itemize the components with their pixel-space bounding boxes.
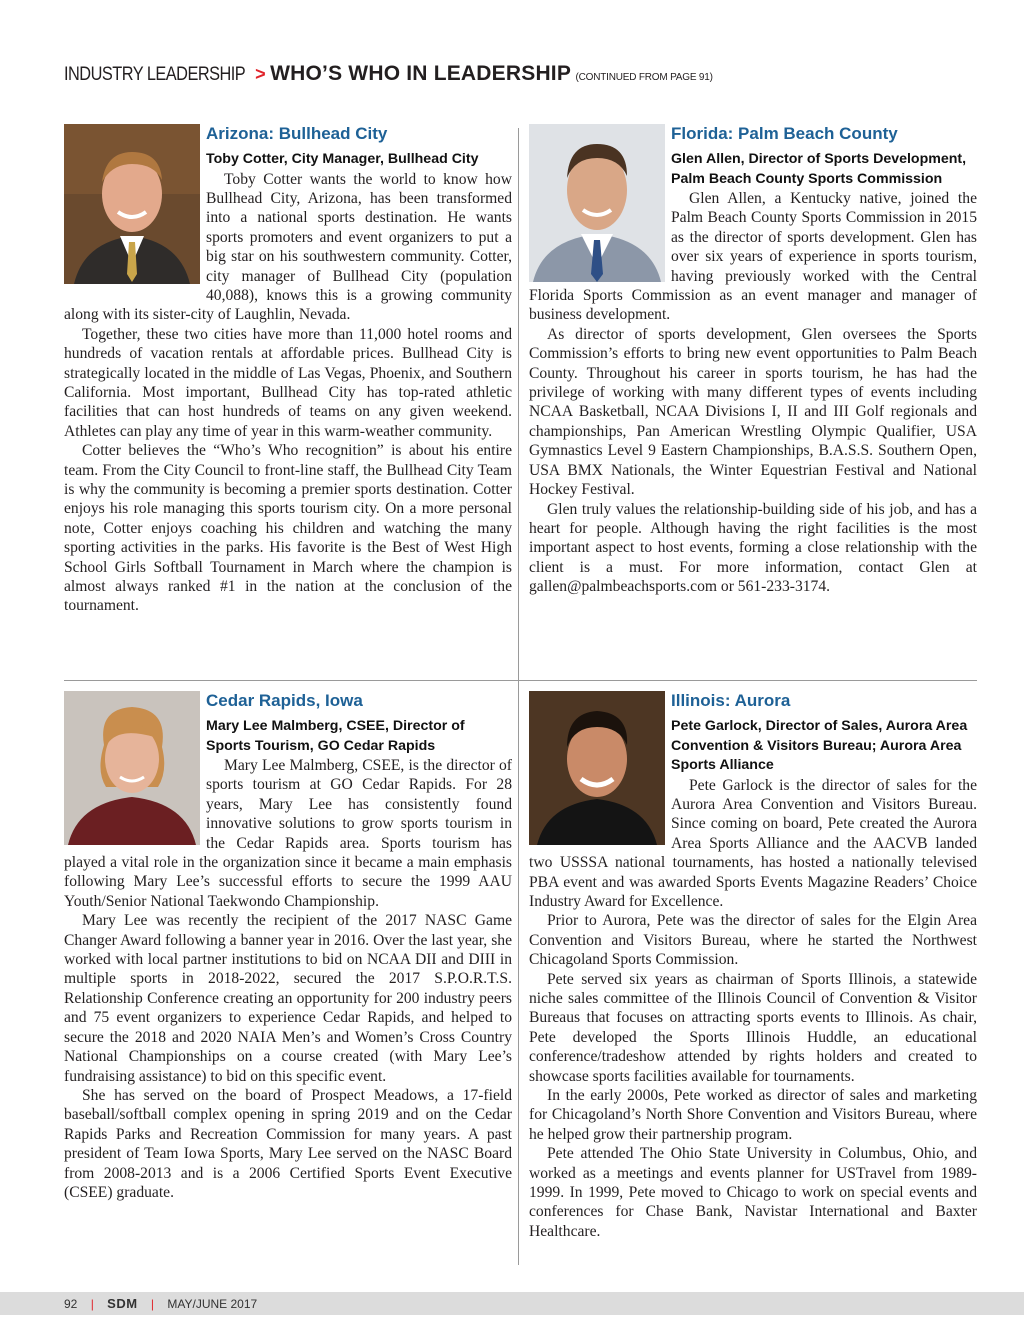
profile-paragraph: Mary Lee Malmberg, CSEE, is the director of sports tourism at GO Cedar Rapids. For 28 years, Mary Lee has consistently found innovative solutions to grow sports tourism in the Cedar Rapids area. Sports tourism has played a vital role in the organization since it became a main emphasis following Mary Lee’s successful efforts to secure the 1999 AAU Youth/Senior National Taekwondo Championship. [64, 757, 512, 910]
profile-florida [529, 124, 977, 597]
section-label: INDUSTRY LEADERSHIP [64, 64, 246, 85]
profile-paragraph: Glen truly values the relationship-building side of his job, and has a heart for people. Although having the right facilities is the most important aspect to host events, forming a close relationship with the client is a must. For more information, contact Glen at gallen@palmbeachsports.com or 561-233-3174. [529, 500, 977, 596]
profile-illinois [529, 691, 977, 1241]
profile-region: Florida: Palm Beach County [671, 124, 898, 143]
profile-paragraph: Pete Garlock is the director of sales for the Aurora Area Convention and Visitors Bureau. Since coming on board, Pete created the Aurora Area Sports Alliance and the AACVB landed two USSSA national tournaments, has hosted a nationally televised PBA event and was awarded Sports Events Magazine Readers’ Choice Industry Award for Excellence. [529, 776, 977, 910]
profile-paragraph: She has served on the board of Prospect Meadows, a 17-field baseball/softball complex opening in spring 2019 and on the Cedar Rapids Parks and Recreation Commission for many years. A past president of Team Iowa Sports, Mary Lee served on the NASC Board from 2008-2013 and is a 2006 Certified Sports Event Executive (CSEE) graduate. [64, 1086, 512, 1201]
portrait-photo-icon [64, 124, 200, 284]
profile-paragraph: Glen Allen, a Kentucky native, joined the Palm Beach County Sports Commission in 2015 as the director of sports development. Glen has over six years of experience in sports tourism, having previously worked with the Central Florida Sports Commission as an event manager and manager of business development. [529, 190, 977, 324]
profile-paragraph: Pete served six years as chairman of Sports Illinois, a statewide niche sales committee of the Illinois Council of Convention & Visitor Bureaus that focuses on attracting sports events to Illinois. As chair, Pete developed the Sports Illinois Huddle, an educational conference/tradeshow attended by rights holders and created to showcase sports facilities available for tournaments. [529, 970, 977, 1085]
profile-paragraph: In the early 2000s, Pete worked as director of sales and marketing for Chicagoland’s North Shore Convention and Visitors Bureau, where he helped grow their partnership program. [529, 1087, 977, 1143]
page-title: WHO’S WHO IN LEADERSHIP [270, 62, 572, 85]
continued-note: (CONTINUED FROM PAGE 91) [575, 72, 713, 83]
portrait-photo-icon [64, 691, 200, 845]
profile-region: Arizona: Bullhead City [206, 124, 388, 143]
profile-paragraph: Mary Lee was recently the recipient of the 2017 NASC Game Changer Award following a banner year in 2016. Over the last year, she worked with local partner institutions to bid on NCAA DII and DIII in multiple sports in 2018-2022, secured the 2017 S.P.O.R.T.S. Relationship Conference creating an opportunity for 200 industry peers and 75 event organizers to experience Cedar Rapids, and helped to secure the 2018 and 2020 NAIA Men’s and Women’s Cross Country National Championships on a course created (with Mary Lee’s fundraising assistance) to bid on this specific event. [64, 912, 512, 1085]
profile-paragraph: Pete attended The Ohio State University in Columbus, Ohio, and worked as a meetings and events planner for USTravel from 1989-1999. In 1999, Pete moved to Chicago to work on special events and conferences for Chase Bank, Navistar International and Baxter Healthcare. [529, 1145, 977, 1240]
profile-region: Cedar Rapids, Iowa [206, 691, 363, 710]
page-footer [64, 1296, 257, 1311]
profile-paragraph: Cotter believes the “Who’s Who recognition” is about his entire team. From the City Council to front-line staff, the Bullhead City Team is why the community is becoming a premier sports destination. Cotter enjoys his role managing this sports tourism city. On a more personal note, Cotter enjoys coaching his children and watching the many sporting activities in the parks. His favorite is the Best of West High School Girls Softball Tournament in March where the champion is almost always ranked #1 in the nation at the conclusion of the tournament. [64, 442, 512, 615]
issue-date: MAY/JUNE 2017 [167, 1297, 258, 1311]
profile-paragraph: Prior to Aurora, Pete was the director of sales for the Elgin Area Convention and Visitors Bureau, where he started the Northwest Chicagoland Sports Commission. [529, 912, 977, 969]
profile-iowa [64, 691, 512, 1202]
profile-region: Illinois: Aurora [671, 691, 791, 710]
breadcrumb-separator: > [255, 64, 266, 84]
profile-name-title: Glen Allen, Director of Sports Development, Palm Beach County Sports Commission [671, 151, 967, 187]
profile-name-title: Mary Lee Malmberg, CSEE, Director of Sports Tourism, GO Cedar Rapids [206, 718, 465, 754]
column-divider [518, 128, 519, 1265]
page-number: 92 [64, 1297, 78, 1311]
profile-paragraph: As director of sports development, Glen oversees the Sports Commission’s efforts to bring new event opportunities to Palm Beach County. Throughout his career in sports tourism, he has had the privilege of working with many different types of events including NCAA Basketball, NCAA Divisions I, II and III Golf regionals and championships, Pan American Wrestling Olympic Qualifier, USA Gymnastics Level 9 Eastern Championships, B.A.S.S. Southern Open, USA BMX Nationals, the Winter Equestrian Festival and National Hockey Festival. [529, 325, 977, 499]
footer-divider: | [90, 1297, 94, 1311]
profile-name-title: Pete Garlock, Director of Sales, Aurora Area Convention & Visitors Bureau; Aurora Area Sports Alliance [671, 718, 968, 773]
profile-arizona [64, 124, 512, 616]
portrait-photo-icon [529, 124, 665, 282]
row-divider [64, 680, 977, 681]
profile-name-title: Toby Cotter, City Manager, Bullhead City [206, 151, 479, 167]
profile-paragraph: Together, these two cities have more than 11,000 hotel rooms and hundreds of vacation rentals at affordable prices. Bullhead City is strategically located in the middle of Las Vegas, Phoenix, and Southern California. Most important, Bullhead City has top-rated athletic facilities that can host hundreds of teams on any given weekend. Athletes can play any time of year in this warm-weather community. [64, 325, 512, 440]
page-header [64, 62, 713, 86]
magazine-logo: SDM [107, 1296, 138, 1311]
footer-divider: | [150, 1297, 155, 1311]
portrait-photo-icon [529, 691, 665, 845]
profile-paragraph: Toby Cotter wants the world to know how Bullhead City, Arizona, has been transformed into a national sports destination. He wants sports promoters and event organizers to put a big star on his southwestern community. Cotter, city manager of Bullhead City (population 40,088), knows this is a growing community along with its sister-city of Laughlin, Nevada. [64, 170, 512, 324]
